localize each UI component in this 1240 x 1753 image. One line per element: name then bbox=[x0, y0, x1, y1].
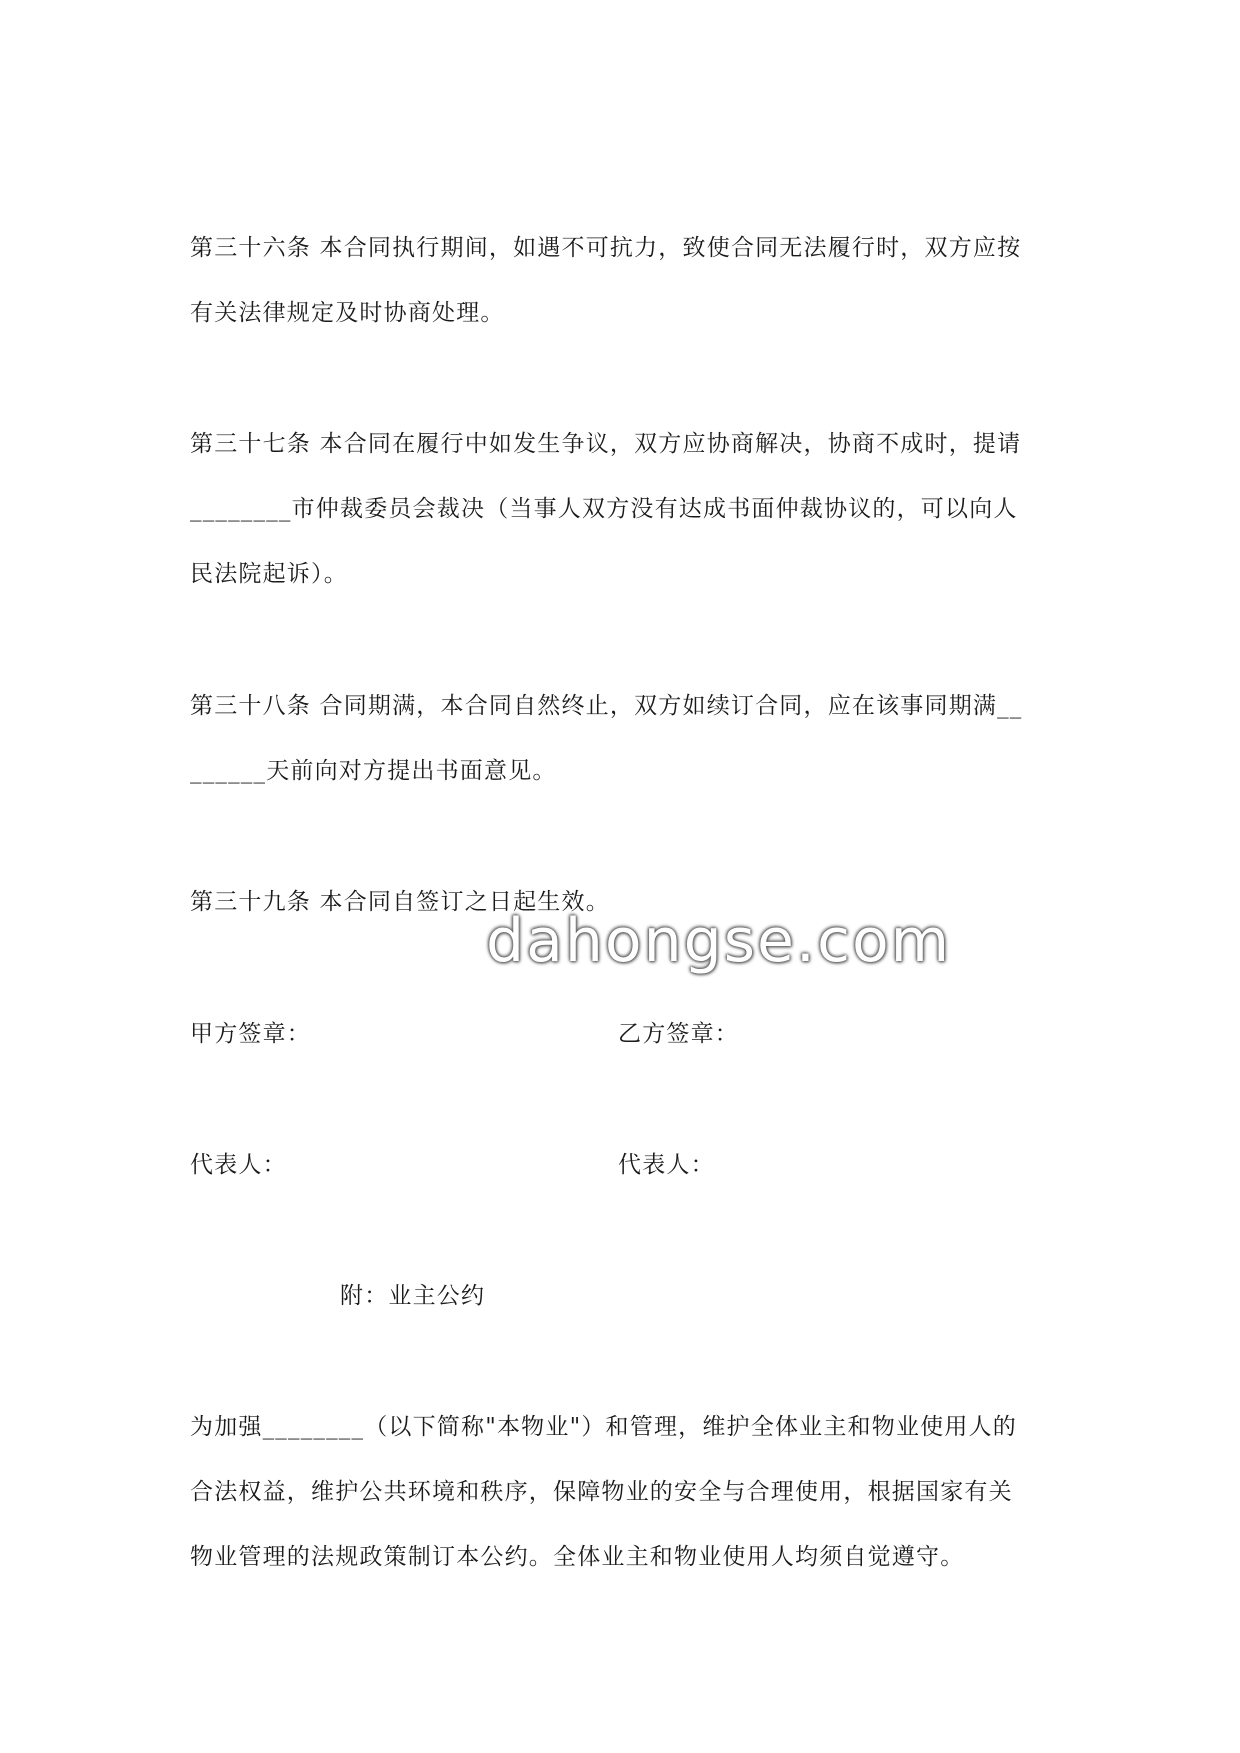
article-36-line-1: 第三十六条 本合同执行期间，如遇不可抗力，致使合同无法履行时，双方应按 bbox=[190, 235, 1022, 261]
article-37-line-1: 第三十七条 本合同在履行中如发生争议，双方应协商解决，协商不成时，提请 bbox=[190, 431, 1022, 457]
article-37-line-3: 民法院起诉）。 bbox=[190, 561, 348, 587]
attachment-title: 附：业主公约 bbox=[340, 1283, 486, 1309]
watermark: dahongse.com bbox=[486, 906, 952, 976]
attachment-line-2: 合法权益，维护公共环境和秩序，保障物业的安全与合理使用，根据国家有关 bbox=[190, 1479, 1013, 1505]
article-38-line-2: ______天前向对方提出书面意见。 bbox=[190, 758, 557, 784]
party-a-representative-label: 代表人： bbox=[190, 1152, 287, 1178]
article-37-line-2: ________市仲裁委员会裁决（当事人双方没有达成书面仲裁协议的，可以向人 bbox=[190, 496, 1018, 522]
attachment-line-1: 为加强________（以下简称"本物业"）和管理，维护全体业主和物业使用人的 bbox=[190, 1414, 1017, 1440]
party-b-representative-label: 代表人： bbox=[618, 1152, 715, 1178]
article-38-line-1: 第三十八条 合同期满，本合同自然终止，双方如续订合同，应在该事同期满__ bbox=[190, 693, 1023, 719]
article-39-line-1: 第三十九条 本合同自签订之日起生效。 bbox=[190, 889, 610, 915]
attachment-line-3: 物业管理的法规政策制订本公约。全体业主和物业使用人均须自觉遵守。 bbox=[190, 1544, 965, 1570]
article-36-line-2: 有关法律规定及时协商处理。 bbox=[190, 300, 505, 326]
party-b-seal-label: 乙方签章： bbox=[618, 1021, 739, 1047]
party-a-seal-label: 甲方签章： bbox=[190, 1021, 311, 1047]
